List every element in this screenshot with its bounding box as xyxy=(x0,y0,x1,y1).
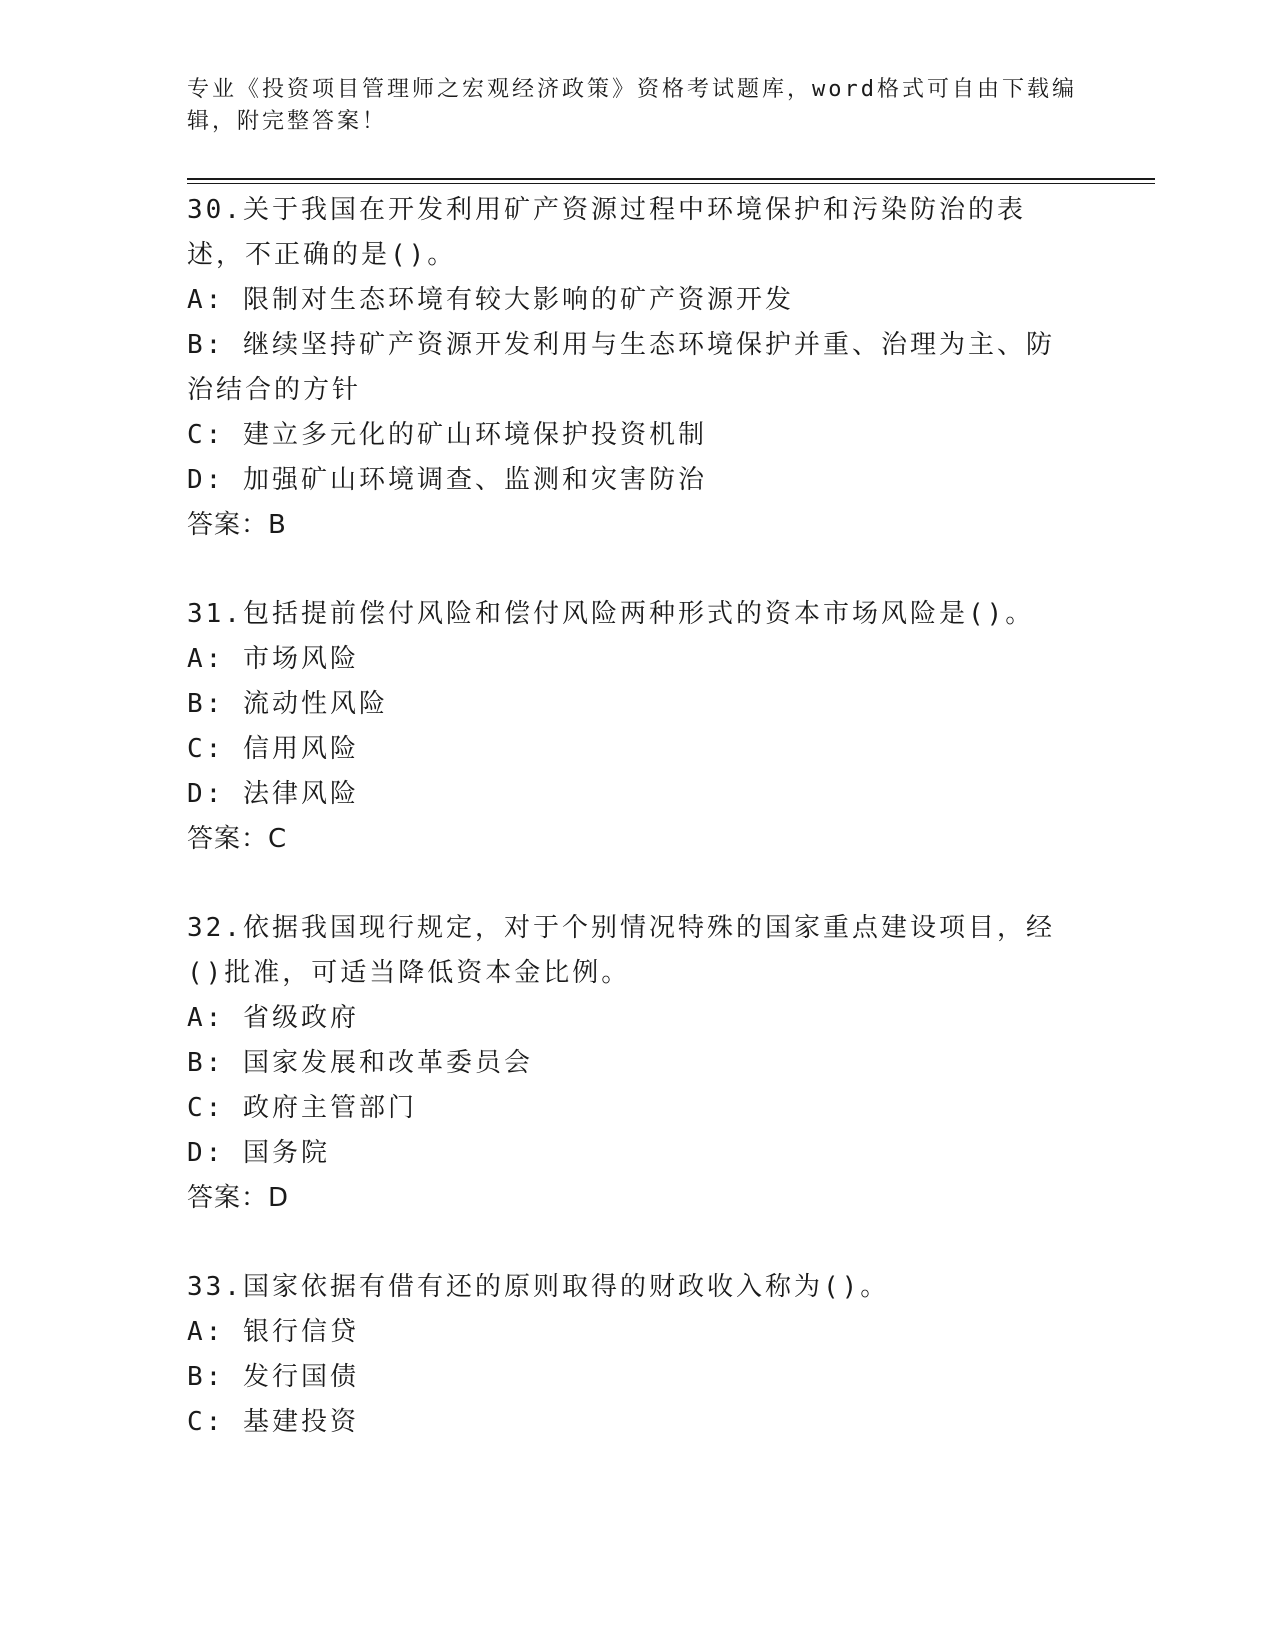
option-c: C: 信用风险 xyxy=(187,734,359,764)
question-32 xyxy=(187,906,1077,1221)
question-stem: 30.关于我国在开发利用矿产资源过程中环境保护和污染防治的表述，不正确的是()。 xyxy=(187,195,1026,270)
option-a: A: 银行信贷 xyxy=(187,1317,359,1347)
option-b: B: 国家发展和改革委员会 xyxy=(187,1048,533,1078)
option-d: D: 国务院 xyxy=(187,1138,330,1168)
header-divider-thin xyxy=(187,183,1155,184)
question-list xyxy=(187,188,1077,1489)
question-stem: 32.依据我国现行规定，对于个别情况特殊的国家重点建设项目，经()批准，可适当降低资本金比例。 xyxy=(187,913,1055,988)
question-33 xyxy=(187,1265,1077,1445)
document-header: 专业《投资项目管理师之宏观经济政策》资格考试题库，word格式可自由下载编辑，附完整答案！ xyxy=(187,77,1077,134)
option-c: C: 基建投资 xyxy=(187,1407,359,1437)
option-a: A: 限制对生态环境有较大影响的矿产资源开发 xyxy=(187,285,794,315)
question-31 xyxy=(187,592,1077,862)
option-a: A: 省级政府 xyxy=(187,1003,359,1033)
option-c: C: 建立多元化的矿山环境保护投资机制 xyxy=(187,420,707,450)
answer-line: 答案：D xyxy=(187,1183,290,1213)
option-b: B: 流动性风险 xyxy=(187,689,388,719)
option-d: D: 加强矿山环境调查、监测和灾害防治 xyxy=(187,465,707,495)
option-b: B: 发行国债 xyxy=(187,1362,359,1392)
header-divider-thick xyxy=(187,178,1155,180)
question-stem: 31.包括提前偿付风险和偿付风险两种形式的资本市场风险是()。 xyxy=(187,599,1035,629)
option-c: C: 政府主管部门 xyxy=(187,1093,417,1123)
option-b: B: 继续坚持矿产资源开发利用与生态环境保护并重、治理为主、防治结合的方针 xyxy=(187,330,1055,405)
question-stem: 33.国家依据有借有还的原则取得的财政收入称为()。 xyxy=(187,1272,890,1302)
answer-line: 答案：C xyxy=(187,824,288,854)
option-d: D: 法律风险 xyxy=(187,779,359,809)
question-30 xyxy=(187,188,1077,548)
answer-line: 答案：B xyxy=(187,510,287,540)
option-a: A: 市场风险 xyxy=(187,644,359,674)
